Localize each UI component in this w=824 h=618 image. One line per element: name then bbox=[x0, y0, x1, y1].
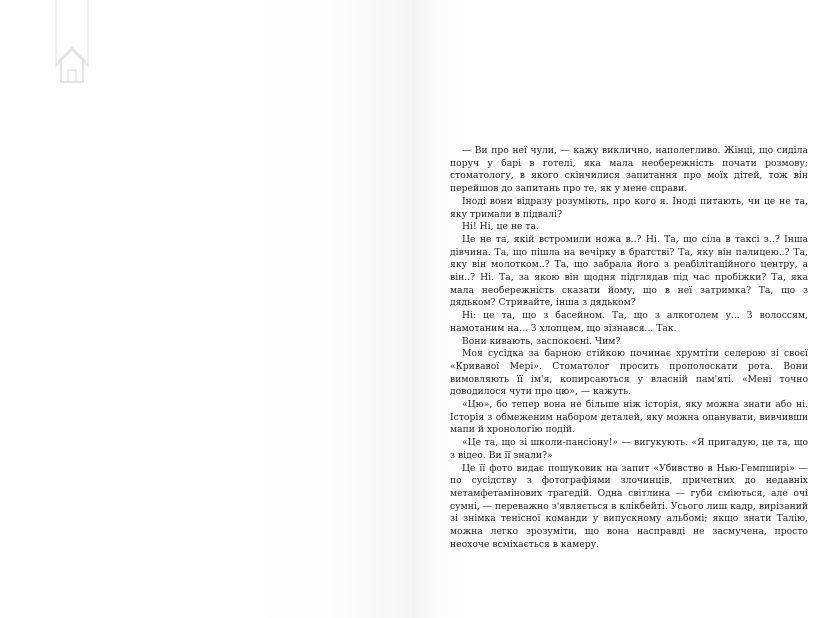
paragraph: Іноді вони відразу розуміють, про кого я. Іноді питають, чи це не та, яку тримали в підвалі? bbox=[450, 195, 808, 220]
home-icon bbox=[54, 0, 90, 84]
body-text bbox=[450, 145, 808, 552]
paragraph: Ні! Ні, це не та. bbox=[462, 221, 539, 233]
paragraph: Вони кивають, заспокоєні. Чим? bbox=[462, 335, 621, 347]
paragraph: «Це та, що зі школи-пансіону!» — вигукують. «Я пригадую, це та, що з відео. Ви її знали?» bbox=[450, 437, 808, 461]
paragraph: — Ви про неї чули, — кажу викличнo, наполегливо. Жінці, що сиділа поруч у барі в готелі, яка мала необережність почати розмову; стоматологу, в якого скінчилися запитання про моїх дітей, тож він перейшов до запитань про те, як у мене справи. bbox=[450, 145, 808, 195]
bookmark[interactable] bbox=[54, 0, 90, 84]
paragraph: Це її фото видає пошуковик на запит «Убивство в Нью-Гемпширі» — по сусідству з фотографіями злочинців, причетних до недавніх метамфетамінових трагедій. Одна світлина — губи сміються, але очі сумні, — переважно з'являється в клікбейті. Усього лиш кадр, вирізаний зі знімка тенісної команди у випускному альбомі; якщо знати Талію, можна легко зрозуміти, що вона насправді не засмучена, просто неохоче всміхається в камеру. bbox=[450, 462, 808, 550]
paragraph: «Цю», бо тепер вона не більше ніж історія, яку можна знати або ні. Історія з обмеженим набором деталей, яку можна опанувати, вивчивши мапи й хронологію подій. bbox=[450, 399, 808, 436]
paragraph: Ні: це та, що з басейном. Та, що з алкоголем у... З волоссям, намотаним на... З хлопцем, що зізнався... Так. bbox=[450, 310, 808, 334]
paragraph: Моя сусідка за барною стійкою починає хрумтіти селерою зі своєї «Кривавої Мері». Стоматолог просить прополоскати рота. Вони вимовляють її ім'я, копирсаються у власній пам'яті. «Мені точно доводилося чути про цю», — кажуть. bbox=[450, 348, 808, 398]
paragraph: Це не та, якій встромили ножа в..? Ні. Та, що сіла в таксі з..? Інша дівчина. Та, що пішла на вечірку в братстві? Та, яку він палицею..? Та, яку він молотком..? Та, що забрала його з реабілітаційного центру, а він..? Ні. Та, за якою він щодня підглядав під час пробіжки? Та, яка мала необережність сказати йому, що в неї затримка? Та, що з дядьком? Стривайте, інша з дядьком? bbox=[450, 233, 808, 309]
